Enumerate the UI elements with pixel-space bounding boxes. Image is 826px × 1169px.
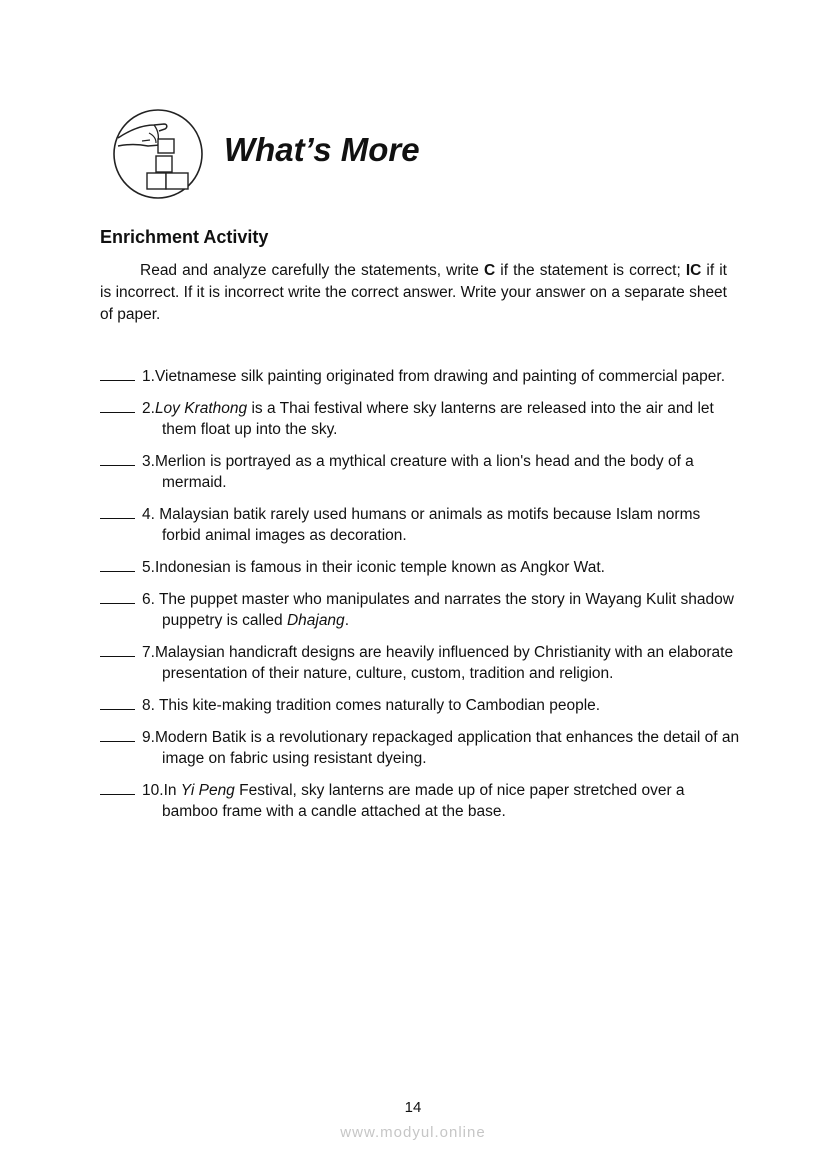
statement-text: Merlion is portrayed as a mythical creature with a lion's head and the body of a mermaid. <box>154 453 694 491</box>
item-number: 7. <box>142 644 155 661</box>
hand-stacking-blocks-icon <box>112 108 204 200</box>
correct-code: C <box>483 262 496 279</box>
answer-blank[interactable] <box>100 695 135 710</box>
answer-blank[interactable] <box>100 642 135 657</box>
statement-emphasis: Yi Peng <box>180 782 235 799</box>
item-number: 5. <box>142 559 155 576</box>
instructions-paragraph <box>100 260 727 326</box>
watermark: www.modyul.online <box>340 1124 486 1141</box>
statement-text: Indonesian is famous in their iconic temple known as Angkor Wat. <box>154 559 605 576</box>
statement-text: In <box>163 782 181 799</box>
section-heading: Enrichment Activity <box>100 227 269 247</box>
statement-text: . <box>344 612 349 629</box>
statement-item <box>100 504 740 546</box>
statement-text: Vietnamese silk painting originated from drawing and painting of commercial paper. <box>154 368 726 385</box>
statement-text: Festival, sky lanterns are made up of nice paper stretched over a bamboo frame with a candle attached at the base. <box>162 782 685 820</box>
statement-text: This kite-making tradition comes naturally to Cambodian people. <box>158 697 601 714</box>
statement-text: The puppet master who manipulates and narrates the story in Wayang Kulit shadow puppetry is called <box>158 591 734 629</box>
item-number: 8. <box>142 697 159 714</box>
instructions-text: Read and analyze carefully the statements, write <box>140 262 484 279</box>
answer-blank[interactable] <box>100 398 135 413</box>
statement-item <box>100 589 740 631</box>
statement-item <box>100 642 740 684</box>
incorrect-code: IC <box>685 262 702 279</box>
answer-blank[interactable] <box>100 451 135 466</box>
answer-blank[interactable] <box>100 557 135 572</box>
page-title: What’s More <box>224 131 420 168</box>
answer-blank[interactable] <box>100 366 135 381</box>
statement-item <box>100 780 740 822</box>
statement-text: Modern Batik is a revolutionary repackaged application that enhances the detail of an image on fabric using resistant dyeing. <box>154 729 740 767</box>
item-number: 3. <box>142 453 155 470</box>
instructions-text: if the statement is correct; <box>495 262 686 279</box>
answer-blank[interactable] <box>100 504 135 519</box>
statement-item <box>100 695 740 716</box>
statement-text: is a Thai festival where sky lanterns are released into the air and let them float up into the sky. <box>162 400 714 438</box>
statement-list <box>100 366 740 833</box>
statement-item <box>100 451 740 493</box>
statement-text: Malaysian batik rarely used humans or animals as motifs because Islam norms forbid animal images as decoration. <box>159 506 701 544</box>
page-number: 14 <box>404 1099 422 1116</box>
statement-text: Malaysian handicraft designs are heavily influenced by Christianity with an elaborate presentation of their nature, culture, custom, tradition and religion. <box>154 644 734 682</box>
item-number: 4. <box>142 506 160 523</box>
answer-blank[interactable] <box>100 589 135 604</box>
statement-item <box>100 557 740 578</box>
instructions-text: if it is incorrect. If it is incorrect write the correct answer. Write your answer on a separate sheet of paper. <box>100 262 727 323</box>
item-number: 2. <box>142 400 155 417</box>
item-number: 1. <box>142 368 155 385</box>
answer-blank[interactable] <box>100 780 135 795</box>
answer-blank[interactable] <box>100 727 135 742</box>
item-number: 9. <box>142 729 155 746</box>
statement-item <box>100 366 740 387</box>
statement-emphasis: Dhajang <box>286 612 345 629</box>
item-number: 6. <box>142 591 159 608</box>
statement-item <box>100 398 740 440</box>
statement-emphasis: Loy Krathong <box>154 400 248 417</box>
statement-item <box>100 727 740 769</box>
item-number: 10. <box>142 782 164 799</box>
